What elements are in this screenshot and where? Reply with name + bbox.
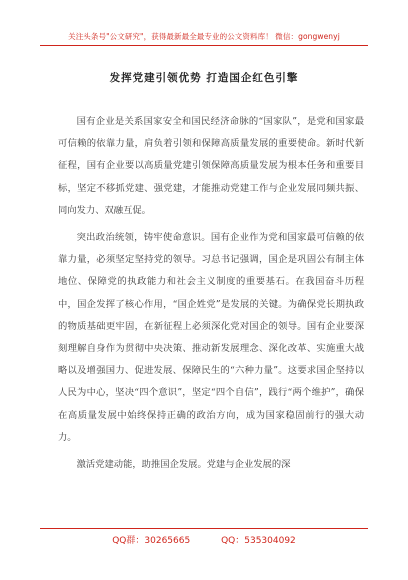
document-title: 发挥党建引领优势 打造国企红色引擎 bbox=[109, 72, 299, 84]
document-body bbox=[58, 111, 364, 476]
footer-contact bbox=[0, 533, 408, 546]
promo-banner: 关注头条号"公文研究"，获得最新最全最专业的公文资料库！ 微信：gongwenyj bbox=[68, 32, 340, 41]
header-divider bbox=[40, 45, 368, 46]
paragraph-2: 突出政治统领，铸牢使命意识。国有企业作为党和国家最可信赖的依靠力量，必须坚定坚持党的领导。习总书记强调，国企是巩固公有制主体地位、保障党的执政能力和社会主义制度的重要基石。在我国奋斗历程中，国企发挥了核心作用，“国企姓党”是发展的关键。为确保党长期执政的物质基础更牢固，在新征程上必须深化党对国企的领导。国有企业要深刻理解自身作为贯彻中央决策、推动新发展理念、深化改革、实施重大战略以及增强国力、促进发展、保障民生的“六种力量”。这要求国企坚持以人民为中心，坚决“四个意识”，坚定“四个自信”，践行“两个维护”，确保在高质量发展中始终保持正确的政治方向，成为国家稳固前行的强大动力。 bbox=[58, 232, 364, 443]
qq-group-number: QQ群：30265665 bbox=[112, 536, 191, 546]
footer-divider bbox=[40, 528, 368, 529]
paragraph-1: 国有企业是关系国家安全和国民经济命脉的“国家队”，是党和国家最可信赖的依靠力量，肩负着引领和保障高质量发展的重要使命。新时代新征程，国有企业要以高质量党建引领保障高质量发展为根本任务和重要目标，坚定不移抓党建、强党建，才能推动党建工作与企业发展同频共振、同向发力、双融互促。 bbox=[58, 116, 364, 216]
qq-number: QQ：535304092 bbox=[221, 536, 296, 546]
paragraph-3: 激活党建动能，助推国企发展。党建与企业发展的深 bbox=[76, 459, 291, 471]
